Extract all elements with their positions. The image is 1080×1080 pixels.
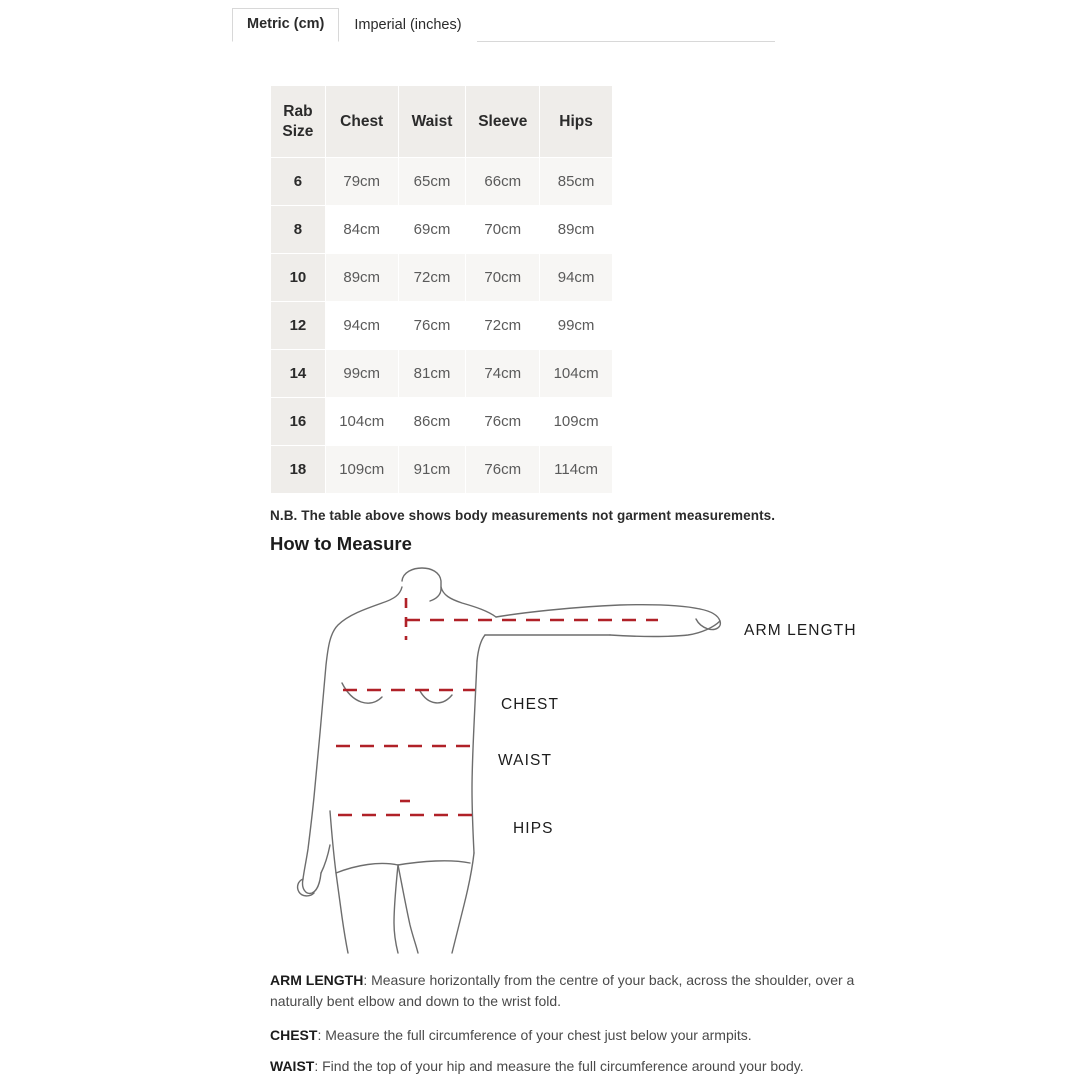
cell-sleeve: 72cm [466, 302, 540, 350]
instruction-text: : Measure the full circumference of your chest just below your armpits. [317, 1027, 752, 1043]
cell-waist: 81cm [398, 350, 466, 398]
size-chart-table [270, 85, 613, 494]
table-body [271, 158, 613, 494]
header-hips: Hips [540, 86, 613, 158]
label-waist: WAIST [498, 752, 553, 769]
table-row [271, 254, 613, 302]
instruction-text: : Find the top of your hip and measure the full circumference around your body. [314, 1058, 804, 1074]
instruction-text: : Measure horizontally from the centre of your back, across the shoulder, over a naturally bent elbow and down to the wrist fold. [270, 972, 855, 1009]
cell-chest: 89cm [325, 254, 398, 302]
cell-chest: 79cm [325, 158, 398, 206]
table-header-row [271, 86, 613, 158]
cell-hips: 104cm [540, 350, 613, 398]
instruction-term: CHEST [270, 1027, 318, 1043]
label-hips: HIPS [513, 820, 554, 837]
cell-sleeve: 76cm [466, 398, 540, 446]
cell-chest: 99cm [325, 350, 398, 398]
instruction-term: ARM LENGTH [270, 972, 364, 988]
cell-chest: 94cm [325, 302, 398, 350]
table-row [271, 158, 613, 206]
label-chest: CHEST [501, 696, 560, 713]
cell-chest: 104cm [325, 398, 398, 446]
header-chest: Chest [325, 86, 398, 158]
tab-metric-label: Metric (cm) [247, 15, 325, 32]
cell-size: 6 [271, 158, 326, 206]
cell-hips: 85cm [540, 158, 613, 206]
cell-hips: 89cm [540, 206, 613, 254]
cell-hips: 94cm [540, 254, 613, 302]
cell-waist: 65cm [398, 158, 466, 206]
cell-hips: 99cm [540, 302, 613, 350]
cell-size: 18 [271, 446, 326, 494]
cell-size: 14 [271, 350, 326, 398]
cell-sleeve: 74cm [466, 350, 540, 398]
table-row [271, 206, 613, 254]
cell-size: 10 [271, 254, 326, 302]
cell-waist: 86cm [398, 398, 466, 446]
instruction-term: WAIST [270, 1058, 315, 1074]
cell-size: 12 [271, 302, 326, 350]
tab-imperial[interactable] [339, 9, 476, 42]
instruction-arm-length [270, 970, 860, 1012]
table-head [271, 86, 613, 158]
label-arm-length: ARM LENGTH [744, 622, 857, 639]
instruction-chest [270, 1025, 860, 1046]
cell-sleeve: 70cm [466, 254, 540, 302]
header-waist: Waist [398, 86, 466, 158]
cell-waist: 72cm [398, 254, 466, 302]
cell-hips: 109cm [540, 398, 613, 446]
cell-waist: 91cm [398, 446, 466, 494]
cell-hips: 114cm [540, 446, 613, 494]
table-row [271, 302, 613, 350]
header-rab-size: Rab Size [271, 86, 326, 158]
cell-chest: 84cm [325, 206, 398, 254]
table-row [271, 446, 613, 494]
header-sleeve: Sleeve [466, 86, 540, 158]
cell-waist: 76cm [398, 302, 466, 350]
unit-tabs [232, 8, 775, 42]
page-title-how-to-measure: How to Measure [270, 533, 412, 554]
tab-metric[interactable] [232, 8, 339, 42]
table-row [271, 350, 613, 398]
cell-sleeve: 70cm [466, 206, 540, 254]
cell-size: 16 [271, 398, 326, 446]
nb-note: N.B. The table above shows body measurements not garment measurements. [270, 508, 776, 523]
cell-chest: 109cm [325, 446, 398, 494]
instruction-waist [270, 1056, 860, 1077]
tab-imperial-label: Imperial (inches) [354, 16, 462, 33]
cell-sleeve: 76cm [466, 446, 540, 494]
cell-sleeve: 66cm [466, 158, 540, 206]
measurement-diagram [270, 565, 870, 955]
cell-waist: 69cm [398, 206, 466, 254]
table-row [271, 398, 613, 446]
cell-size: 8 [271, 206, 326, 254]
